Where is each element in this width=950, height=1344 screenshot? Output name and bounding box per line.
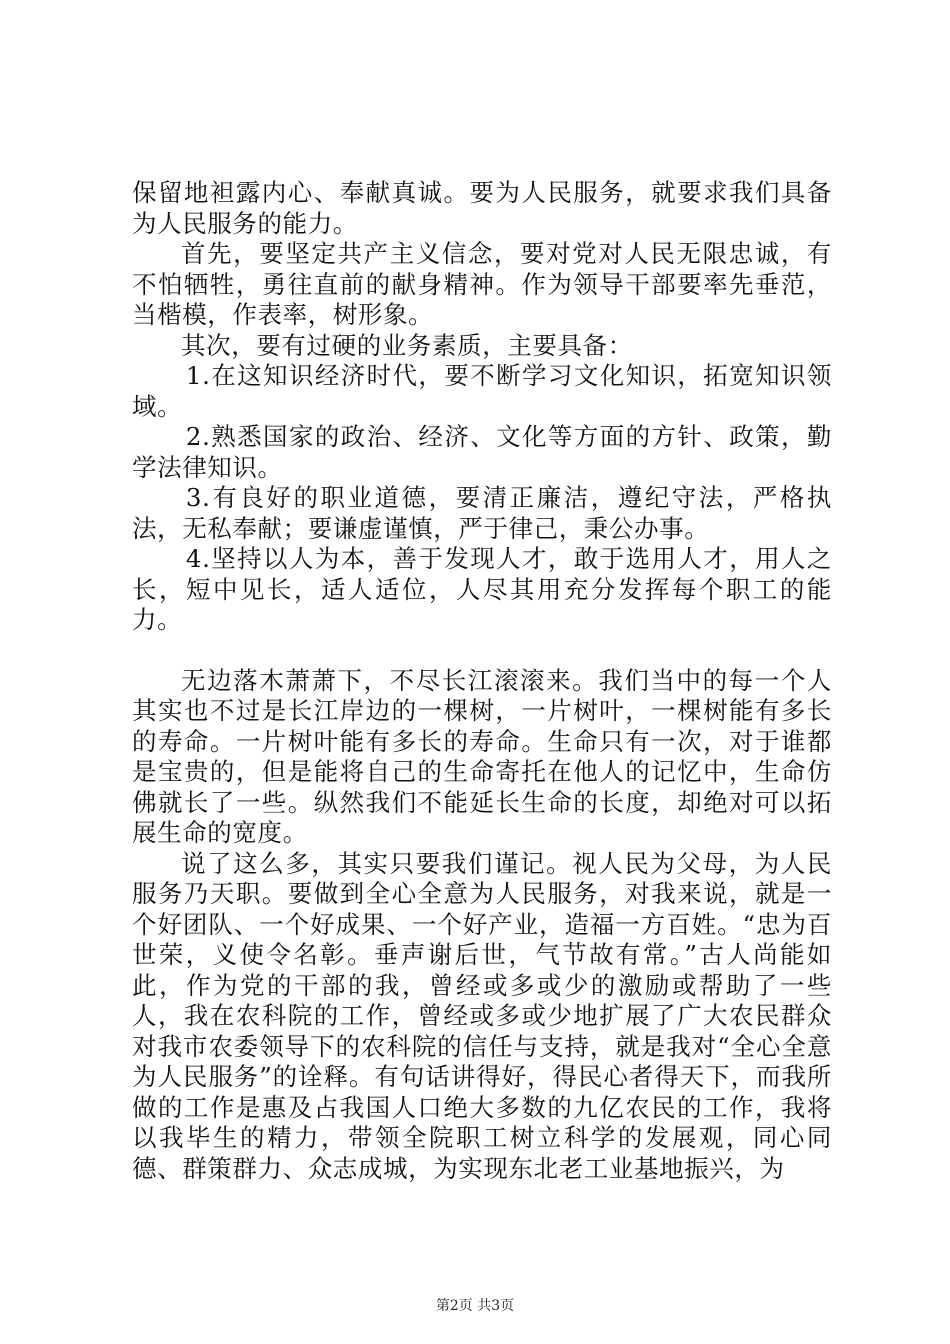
list-item-4: 4.坚持以人为本，善于发现人才，敢于选用人才，用人之长，短中见长，适人适位，人尽其用充分发挥每个职工的能力。 — [132, 544, 832, 634]
document-body — [132, 178, 832, 1184]
paragraph-gap — [132, 636, 832, 666]
list-item-2: 2.熟悉国家的政治、经济、文化等方面的方针、政策，勤学法律知识。 — [132, 422, 832, 482]
paragraph-second-point: 其次，要有过硬的业务素质，主要具备： — [181, 330, 633, 360]
paragraph-conclusion: 说了这么多，其实只要我们谨记。视人民为父母，为人民服务乃天职。要做到全心全意为人民服务，对我来说，就是一个好团队、一个好成果、一个好产业，造福一方百姓。“忠为百世荣，义使令名彰。垂声谢后世，气节故有常。”古人尚能如此，作为党的干部的我，曾经或多或少的激励或帮助了一些人，我在农科院的工作，曾经或多或少地扩展了广大农民群众对我市农委领导下的农科院的信任与支持，就是我对“全心全意为人民服务”的诠释。有句话讲得好，得民心者得天下，而我所做的工作是惠及占我国人口绝大多数的九亿农民的工作，我将以我毕生的精力，带领全院职工树立科学的发展观，同心同德、群策群力、众志成城，为实现东北老工业基地振兴，为 — [132, 848, 832, 1183]
paragraph-continuation: 保留地袒露内心、奉献真诚。要为人民服务，就要求我们具备为人民服务的能力。 — [132, 178, 832, 238]
page-number-footer: 第2页 共3页 — [435, 1298, 515, 1314]
list-item-3: 3.有良好的职业道德，要清正廉洁，遵纪守法，严格执法，无私奉献；要谦虚谨慎，严于律己，秉公办事。 — [132, 483, 832, 543]
list-item-1: 1.在这知识经济时代，要不断学习文化知识，拓宽知识领域。 — [132, 361, 832, 421]
paragraph-first-point: 首先，要坚定共产主义信念，要对党对人民无限忠诚，有不怕牺牲，勇往直前的献身精神。作为领导干部要率先垂范，当楷模，作表率，树形象。 — [132, 239, 832, 329]
paragraph-life-reflection: 无边落木萧萧下，不尽长江滚滚来。我们当中的每一个人其实也不过是长江岸边的一棵树，一片树叶，一棵树能有多长的寿命。一片树叶能有多长的寿命。生命只有一次，对于谁都是宝贵的，但是能将自己的生命寄托在他人的记忆中，生命仿佛就长了一些。纵然我们不能延长生命的长度，却绝对可以拓展生命的宽度。 — [132, 665, 832, 847]
